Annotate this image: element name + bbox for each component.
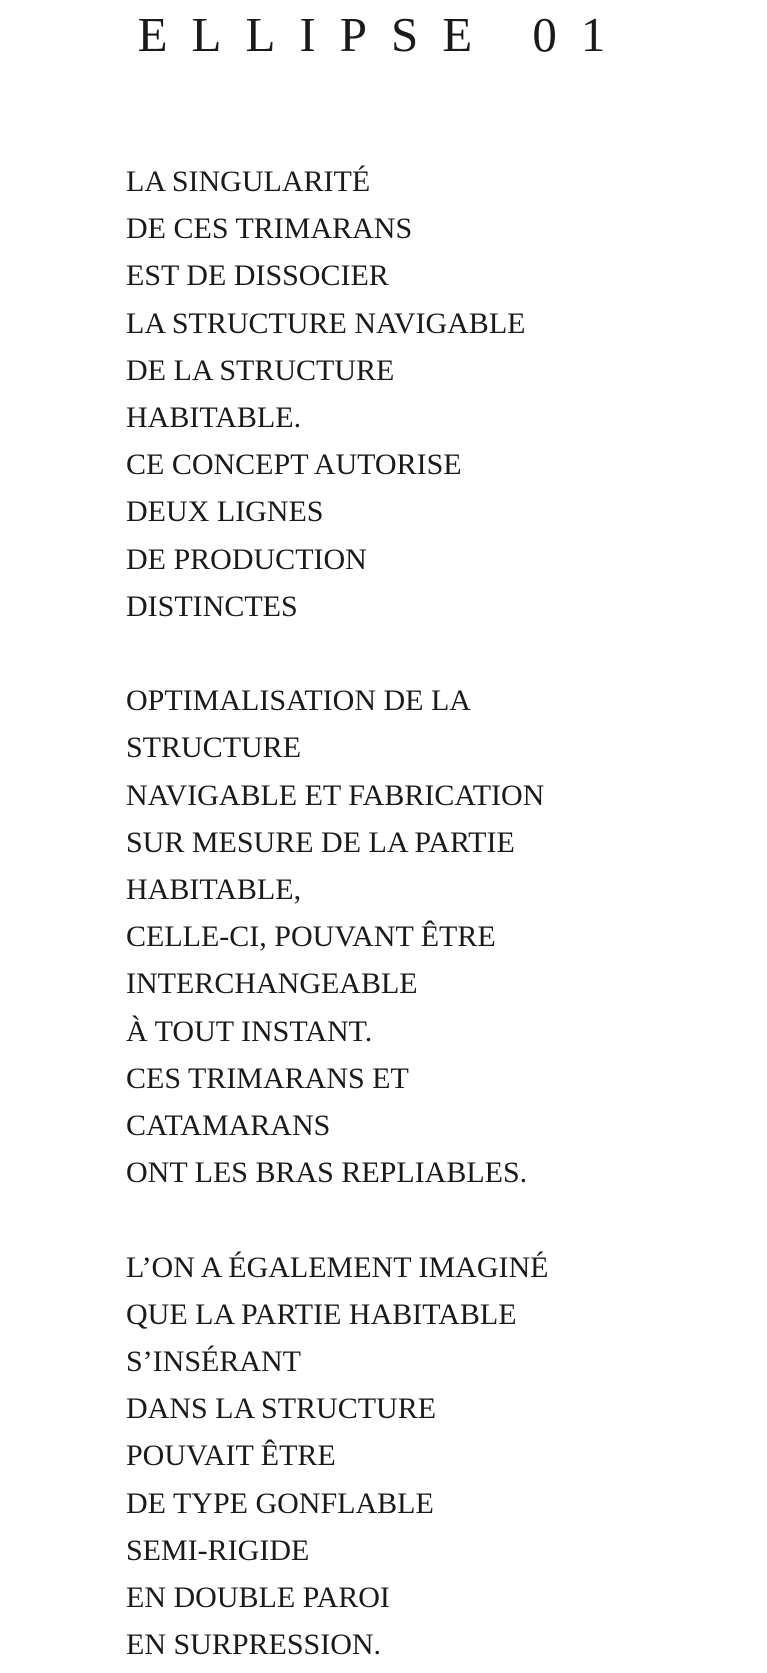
text-line: DE PRODUCTION [126,542,367,576]
paragraph-2 [126,677,746,1196]
text-line: LA STRUCTURE NAVIGABLE [126,306,526,340]
text-line: DEUX LIGNES [126,495,324,529]
text-line: EN SURPRESSION. [126,1628,382,1662]
text-line: CES TRIMARANS ET [126,1061,409,1095]
text-line: POUVAIT ÊTRE [126,1439,336,1473]
text-line: LA SINGULARITÉ [126,165,371,198]
body-text [126,158,746,1668]
text-line: L’ON A ÉGALEMENT IMAGINÉ [126,1250,549,1284]
text-line: CE CONCEPT AUTORISE [126,448,462,482]
text-line: EST DE DISSOCIER [126,259,389,293]
text-line: SUR MESURE DE LA PARTIE [126,825,515,859]
text-line: DE LA STRUCTURE [126,353,395,387]
text-line: EN DOUBLE PAROI [126,1581,390,1615]
text-line: ONT LES BRAS REPLIABLES. [126,1156,528,1190]
text-line: CELLE-CI, POUVANT ÊTRE [126,920,496,954]
text-line: STRUCTURE [126,731,302,765]
text-line: OPTIMALISATION DE LA [126,684,471,718]
text-line: DANS LA STRUCTURE [126,1392,437,1426]
text-line: HABITABLE. [126,401,302,435]
paragraph-1 [126,158,746,630]
text-line: DE TYPE GONFLABLE [126,1486,434,1520]
paragraph-3 [126,1244,746,1669]
page-title: ELLIPSE 01 [137,7,630,62]
text-line: À TOUT INSTANT. [126,1014,373,1048]
text-line: DE CES TRIMARANS [126,212,413,246]
text-line: SEMI-RIGIDE [126,1533,310,1567]
text-line: S’INSÉRANT [126,1345,302,1379]
text-line: NAVIGABLE ET FABRICATION [126,778,545,812]
text-line: QUE LA PARTIE HABITABLE [126,1297,517,1331]
text-line: CATAMARANS [126,1109,331,1143]
text-line: INTERCHANGEABLE [126,967,418,1001]
text-line: HABITABLE, [126,873,302,907]
text-line: DISTINCTES [126,589,298,623]
